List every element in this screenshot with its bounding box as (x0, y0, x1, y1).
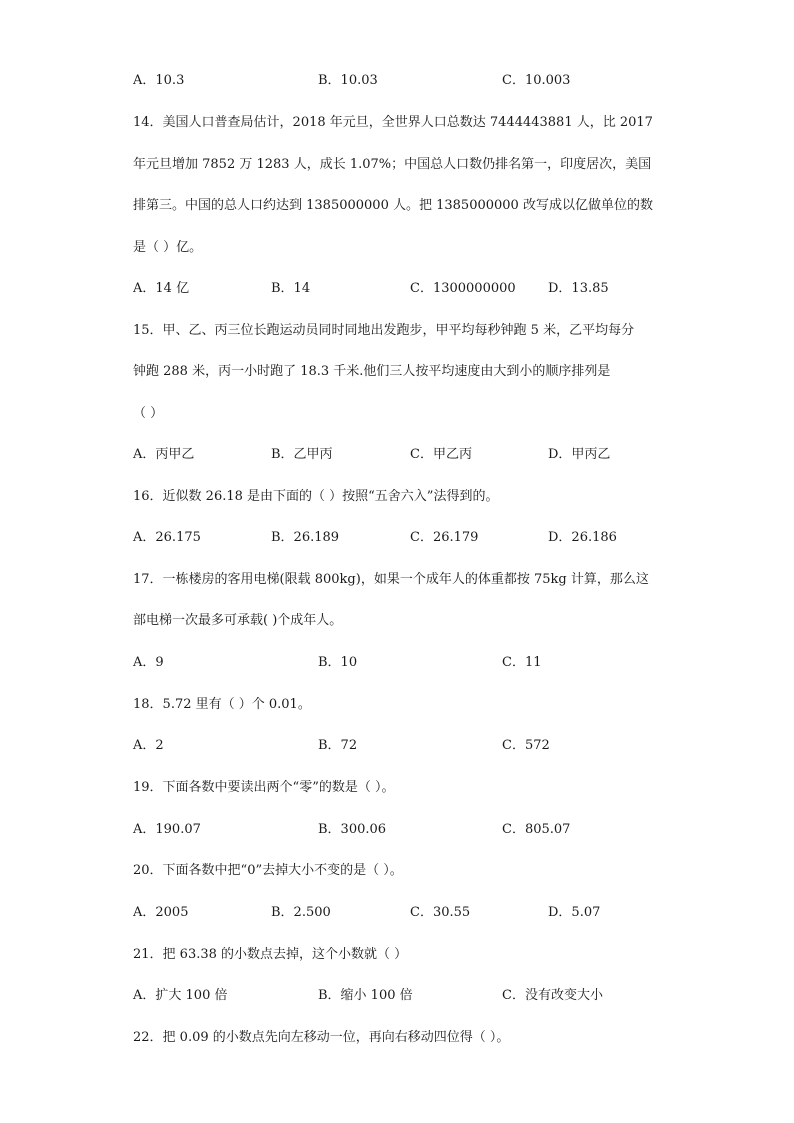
q13-option-c: C．10.003 (502, 73, 571, 88)
q13-option-a: A．10.3 (133, 73, 185, 88)
q20-stem: 20．下面各数中把“0”去掉大小不变的是（ ）。 (133, 863, 403, 878)
q13-option-b: B．10.03 (318, 73, 378, 88)
q22-stem: 22．把 0.09 的小数点先向左移动一位，再向右移动四位得（ ）。 (133, 1030, 510, 1045)
q15-option-d: D．甲丙乙 (548, 447, 611, 462)
q21-option-b: B．缩小 100 倍 (318, 988, 413, 1003)
q14-option-a: A．14 亿 (133, 281, 190, 296)
q21-option-a: A．扩大 100 倍 (133, 988, 228, 1003)
q17-option-a: A．9 (133, 655, 164, 670)
q16-stem: 16．近似数 26.18 是由下面的（ ）按照“五舍六入”法得到的。 (133, 489, 499, 504)
q14-option-d: D．13.85 (548, 281, 609, 296)
q17-option-c: C．11 (502, 655, 542, 670)
q18-option-a: A．2 (133, 738, 164, 753)
q17-stem-line-2: 部电梯一次最多可承载( )个成年人。 (133, 613, 343, 628)
q15-option-b: B．乙甲丙 (271, 447, 333, 462)
q14-stem-line-3: 排第三。中国的总人口约达到 1385000000 人。把 1385000000 改写成以亿做单位的数 (133, 198, 653, 213)
q18-option-b: B．72 (318, 738, 358, 753)
q14-option-b: B．14 (271, 281, 311, 296)
q18-stem: 18．5.72 里有（ ）个 0.01。 (133, 697, 311, 712)
q19-option-a: A．190.07 (133, 822, 201, 837)
q20-option-a: A．2005 (133, 905, 189, 920)
q15-option-c: C．甲乙丙 (410, 447, 472, 462)
q14-option-c: C．1300000000 (410, 281, 516, 296)
q15-stem-line-1: 15．甲、乙、丙三位长跑运动员同时同地出发跑步，甲平均每秒钟跑 5 米，乙平均每分 (133, 323, 635, 338)
q16-option-a: A．26.175 (133, 530, 201, 545)
q21-option-c: C．没有改变大小 (502, 988, 603, 1003)
q18-option-c: C．572 (502, 738, 550, 753)
q21-stem: 21．把 63.38 的小数点去掉，这个小数就（ ） (133, 947, 408, 962)
q15-stem-line-2: 钟跑 288 米，丙一小时跑了 18.3 千米.他们三人按平均速度由大到小的顺序排列是 (133, 364, 611, 379)
q17-stem-line-1: 17．一栋楼房的客用电梯(限载 800kg)，如果一个成年人的体重都按 75kg 计算，那么这 (133, 572, 649, 587)
q14-stem-line-2: 年元旦增加 7852 万 1283 人，成长 1.07%；中国总人口数仍排名第一，印度居次，美国 (133, 157, 652, 172)
q19-option-b: B．300.06 (318, 822, 387, 837)
q16-option-b: B．26.189 (271, 530, 340, 545)
q20-option-d: D．5.07 (548, 905, 601, 920)
q15-option-a: A．丙甲乙 (133, 447, 195, 462)
q17-option-b: B．10 (318, 655, 358, 670)
q19-stem: 19．下面各数中要读出两个“零”的数是（ ）。 (133, 780, 395, 795)
q14-stem-line-1: 14．美国人口普查局估计，2018 年元旦，全世界人口总数达 7444443881 人，比 2017 (133, 115, 653, 130)
q19-option-c: C．805.07 (502, 822, 571, 837)
q20-option-b: B．2.500 (271, 905, 331, 920)
q16-option-c: C．26.179 (410, 530, 479, 545)
q14-stem-line-4: 是（ ）亿。 (133, 240, 203, 255)
q16-option-d: D．26.186 (548, 530, 617, 545)
q15-stem-line-3: （ ） (133, 406, 164, 421)
q20-option-c: C．30.55 (410, 905, 471, 920)
